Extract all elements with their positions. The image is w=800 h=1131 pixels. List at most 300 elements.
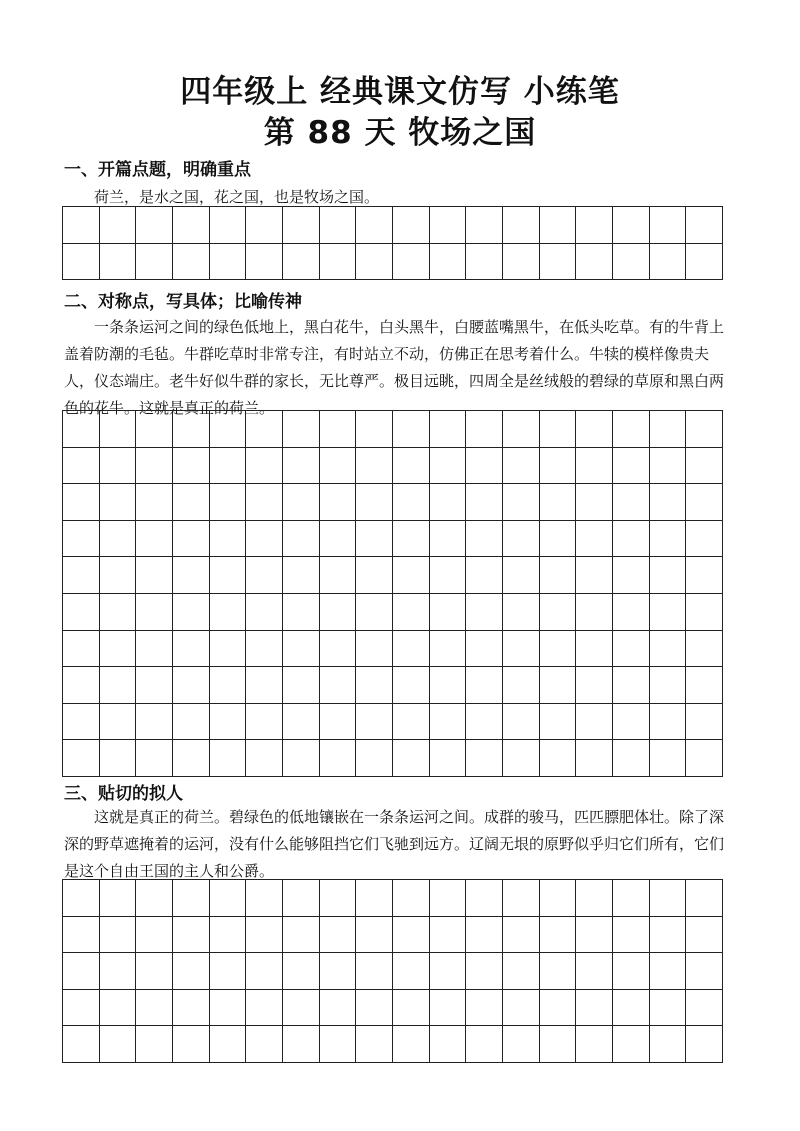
grid-cell[interactable] [63, 521, 100, 558]
grid-cell[interactable] [100, 594, 137, 631]
grid-cell[interactable] [210, 484, 247, 521]
grid-cell[interactable] [393, 990, 430, 1027]
grid-cell[interactable] [540, 953, 577, 990]
grid-cell[interactable] [100, 917, 137, 954]
grid-cell[interactable] [63, 740, 100, 777]
grid-cell[interactable] [246, 594, 283, 631]
grid-cell[interactable] [540, 557, 577, 594]
grid-cell[interactable] [173, 880, 210, 917]
grid-cell[interactable] [210, 704, 247, 741]
grid-cell[interactable] [686, 990, 723, 1027]
grid-cell[interactable] [246, 521, 283, 558]
grid-cell[interactable] [136, 244, 173, 281]
grid-cell[interactable] [246, 667, 283, 704]
grid-cell[interactable] [393, 244, 430, 281]
grid-cell[interactable] [540, 880, 577, 917]
grid-cell[interactable] [320, 704, 357, 741]
grid-cell[interactable] [173, 990, 210, 1027]
grid-cell[interactable] [173, 557, 210, 594]
grid-cell[interactable] [283, 880, 320, 917]
grid-cell[interactable] [173, 244, 210, 281]
grid-cell[interactable] [503, 244, 540, 281]
grid-cell[interactable] [100, 207, 137, 244]
grid-cell[interactable] [466, 448, 503, 485]
grid-cell[interactable] [613, 411, 650, 448]
grid-cell[interactable] [173, 521, 210, 558]
grid-cell[interactable] [466, 557, 503, 594]
grid-cell[interactable] [63, 244, 100, 281]
grid-cell[interactable] [576, 484, 613, 521]
grid-cell[interactable] [173, 411, 210, 448]
grid-cell[interactable] [356, 521, 393, 558]
grid-cell[interactable] [136, 740, 173, 777]
grid-cell[interactable] [246, 484, 283, 521]
grid-cell[interactable] [100, 484, 137, 521]
grid-cell[interactable] [283, 521, 320, 558]
grid-cell[interactable] [100, 1026, 137, 1063]
grid-cell[interactable] [356, 704, 393, 741]
grid-cell[interactable] [503, 448, 540, 485]
grid-cell[interactable] [613, 953, 650, 990]
grid-cell[interactable] [63, 990, 100, 1027]
grid-cell[interactable] [246, 880, 283, 917]
grid-cell[interactable] [613, 667, 650, 704]
grid-cell[interactable] [356, 594, 393, 631]
grid-cell[interactable] [613, 1026, 650, 1063]
grid-cell[interactable] [393, 207, 430, 244]
grid-cell[interactable] [100, 667, 137, 704]
writing-grid-1[interactable] [62, 206, 723, 280]
grid-cell[interactable] [246, 953, 283, 990]
grid-cell[interactable] [686, 667, 723, 704]
grid-cell[interactable] [503, 880, 540, 917]
grid-cell[interactable] [136, 411, 173, 448]
grid-cell[interactable] [320, 917, 357, 954]
grid-cell[interactable] [356, 207, 393, 244]
grid-cell[interactable] [320, 631, 357, 668]
grid-cell[interactable] [356, 990, 393, 1027]
grid-cell[interactable] [503, 594, 540, 631]
grid-cell[interactable] [63, 484, 100, 521]
grid-cell[interactable] [136, 557, 173, 594]
grid-cell[interactable] [283, 448, 320, 485]
grid-cell[interactable] [686, 484, 723, 521]
grid-cell[interactable] [63, 448, 100, 485]
grid-cell[interactable] [100, 411, 137, 448]
grid-cell[interactable] [686, 411, 723, 448]
grid-cell[interactable] [540, 521, 577, 558]
grid-cell[interactable] [503, 704, 540, 741]
grid-cell[interactable] [466, 953, 503, 990]
grid-cell[interactable] [613, 880, 650, 917]
grid-cell[interactable] [320, 667, 357, 704]
grid-cell[interactable] [246, 917, 283, 954]
grid-cell[interactable] [393, 1026, 430, 1063]
grid-cell[interactable] [430, 594, 467, 631]
grid-cell[interactable] [686, 631, 723, 668]
grid-cell[interactable] [356, 631, 393, 668]
grid-cell[interactable] [136, 667, 173, 704]
grid-cell[interactable] [540, 484, 577, 521]
grid-cell[interactable] [173, 207, 210, 244]
grid-cell[interactable] [210, 411, 247, 448]
grid-cell[interactable] [686, 207, 723, 244]
grid-cell[interactable] [283, 740, 320, 777]
grid-cell[interactable] [576, 953, 613, 990]
grid-cell[interactable] [283, 990, 320, 1027]
grid-cell[interactable] [210, 917, 247, 954]
grid-cell[interactable] [686, 740, 723, 777]
grid-cell[interactable] [686, 521, 723, 558]
grid-cell[interactable] [356, 557, 393, 594]
grid-cell[interactable] [210, 244, 247, 281]
grid-cell[interactable] [613, 631, 650, 668]
grid-cell[interactable] [100, 704, 137, 741]
grid-cell[interactable] [100, 557, 137, 594]
grid-cell[interactable] [283, 557, 320, 594]
grid-cell[interactable] [613, 448, 650, 485]
grid-cell[interactable] [430, 667, 467, 704]
grid-cell[interactable] [650, 411, 687, 448]
grid-cell[interactable] [100, 448, 137, 485]
grid-cell[interactable] [430, 631, 467, 668]
grid-cell[interactable] [393, 594, 430, 631]
grid-cell[interactable] [320, 521, 357, 558]
grid-cell[interactable] [576, 990, 613, 1027]
grid-cell[interactable] [320, 244, 357, 281]
grid-cell[interactable] [393, 953, 430, 990]
grid-cell[interactable] [320, 990, 357, 1027]
grid-cell[interactable] [283, 631, 320, 668]
grid-cell[interactable] [613, 244, 650, 281]
grid-cell[interactable] [466, 411, 503, 448]
grid-cell[interactable] [686, 244, 723, 281]
grid-cell[interactable] [320, 207, 357, 244]
grid-cell[interactable] [210, 557, 247, 594]
grid-cell[interactable] [540, 990, 577, 1027]
grid-cell[interactable] [136, 207, 173, 244]
grid-cell[interactable] [210, 448, 247, 485]
grid-cell[interactable] [613, 990, 650, 1027]
grid-cell[interactable] [466, 1026, 503, 1063]
grid-cell[interactable] [136, 880, 173, 917]
grid-cell[interactable] [613, 740, 650, 777]
grid-cell[interactable] [136, 521, 173, 558]
grid-cell[interactable] [540, 917, 577, 954]
grid-cell[interactable] [430, 1026, 467, 1063]
grid-cell[interactable] [246, 448, 283, 485]
grid-cell[interactable] [283, 411, 320, 448]
grid-cell[interactable] [63, 917, 100, 954]
grid-cell[interactable] [503, 631, 540, 668]
grid-cell[interactable] [650, 448, 687, 485]
grid-cell[interactable] [283, 484, 320, 521]
grid-cell[interactable] [650, 740, 687, 777]
grid-cell[interactable] [393, 557, 430, 594]
grid-cell[interactable] [503, 484, 540, 521]
grid-cell[interactable] [63, 1026, 100, 1063]
grid-cell[interactable] [136, 917, 173, 954]
grid-cell[interactable] [650, 880, 687, 917]
grid-cell[interactable] [650, 667, 687, 704]
grid-cell[interactable] [63, 667, 100, 704]
grid-cell[interactable] [136, 1026, 173, 1063]
grid-cell[interactable] [100, 740, 137, 777]
grid-cell[interactable] [466, 244, 503, 281]
grid-cell[interactable] [650, 521, 687, 558]
grid-cell[interactable] [356, 917, 393, 954]
grid-cell[interactable] [320, 411, 357, 448]
grid-cell[interactable] [283, 1026, 320, 1063]
grid-cell[interactable] [283, 953, 320, 990]
grid-cell[interactable] [100, 631, 137, 668]
grid-cell[interactable] [540, 704, 577, 741]
grid-cell[interactable] [576, 207, 613, 244]
grid-cell[interactable] [173, 1026, 210, 1063]
grid-cell[interactable] [173, 631, 210, 668]
grid-cell[interactable] [63, 594, 100, 631]
grid-cell[interactable] [356, 484, 393, 521]
grid-cell[interactable] [63, 880, 100, 917]
grid-cell[interactable] [466, 631, 503, 668]
grid-cell[interactable] [540, 411, 577, 448]
grid-cell[interactable] [393, 667, 430, 704]
grid-cell[interactable] [466, 667, 503, 704]
grid-cell[interactable] [393, 880, 430, 917]
grid-cell[interactable] [430, 880, 467, 917]
grid-cell[interactable] [503, 1026, 540, 1063]
grid-cell[interactable] [63, 207, 100, 244]
grid-cell[interactable] [466, 594, 503, 631]
grid-cell[interactable] [430, 740, 467, 777]
grid-cell[interactable] [320, 880, 357, 917]
grid-cell[interactable] [246, 557, 283, 594]
grid-cell[interactable] [466, 917, 503, 954]
grid-cell[interactable] [466, 880, 503, 917]
grid-cell[interactable] [430, 704, 467, 741]
grid-cell[interactable] [540, 244, 577, 281]
grid-cell[interactable] [173, 953, 210, 990]
grid-cell[interactable] [320, 594, 357, 631]
grid-cell[interactable] [430, 521, 467, 558]
grid-cell[interactable] [503, 521, 540, 558]
grid-cell[interactable] [686, 594, 723, 631]
grid-cell[interactable] [576, 917, 613, 954]
grid-cell[interactable] [210, 631, 247, 668]
grid-cell[interactable] [100, 953, 137, 990]
grid-cell[interactable] [576, 594, 613, 631]
grid-cell[interactable] [576, 667, 613, 704]
grid-cell[interactable] [540, 740, 577, 777]
grid-cell[interactable] [576, 557, 613, 594]
grid-cell[interactable] [613, 557, 650, 594]
grid-cell[interactable] [686, 917, 723, 954]
grid-cell[interactable] [100, 880, 137, 917]
grid-cell[interactable] [136, 704, 173, 741]
grid-cell[interactable] [320, 1026, 357, 1063]
grid-cell[interactable] [63, 557, 100, 594]
grid-cell[interactable] [686, 557, 723, 594]
grid-cell[interactable] [100, 521, 137, 558]
writing-grid-2[interactable] [62, 410, 723, 777]
grid-cell[interactable] [63, 704, 100, 741]
grid-cell[interactable] [650, 244, 687, 281]
grid-cell[interactable] [503, 207, 540, 244]
grid-cell[interactable] [540, 594, 577, 631]
grid-cell[interactable] [430, 448, 467, 485]
grid-cell[interactable] [320, 448, 357, 485]
grid-cell[interactable] [576, 521, 613, 558]
grid-cell[interactable] [613, 917, 650, 954]
grid-cell[interactable] [540, 1026, 577, 1063]
grid-cell[interactable] [393, 521, 430, 558]
grid-cell[interactable] [246, 631, 283, 668]
grid-cell[interactable] [686, 953, 723, 990]
grid-cell[interactable] [173, 704, 210, 741]
grid-cell[interactable] [100, 244, 137, 281]
grid-cell[interactable] [356, 411, 393, 448]
grid-cell[interactable] [283, 207, 320, 244]
grid-cell[interactable] [540, 631, 577, 668]
grid-cell[interactable] [576, 740, 613, 777]
grid-cell[interactable] [430, 244, 467, 281]
grid-cell[interactable] [503, 667, 540, 704]
grid-cell[interactable] [466, 521, 503, 558]
grid-cell[interactable] [246, 740, 283, 777]
grid-cell[interactable] [430, 953, 467, 990]
grid-cell[interactable] [393, 484, 430, 521]
grid-cell[interactable] [466, 704, 503, 741]
grid-cell[interactable] [613, 484, 650, 521]
grid-cell[interactable] [393, 411, 430, 448]
writing-grid-3[interactable] [62, 879, 723, 1063]
grid-cell[interactable] [173, 484, 210, 521]
grid-cell[interactable] [503, 990, 540, 1027]
grid-cell[interactable] [393, 448, 430, 485]
grid-cell[interactable] [136, 953, 173, 990]
grid-cell[interactable] [283, 244, 320, 281]
grid-cell[interactable] [686, 448, 723, 485]
grid-cell[interactable] [650, 990, 687, 1027]
grid-cell[interactable] [356, 880, 393, 917]
grid-cell[interactable] [430, 484, 467, 521]
grid-cell[interactable] [686, 880, 723, 917]
grid-cell[interactable] [613, 521, 650, 558]
grid-cell[interactable] [503, 411, 540, 448]
grid-cell[interactable] [393, 631, 430, 668]
grid-cell[interactable] [136, 631, 173, 668]
grid-cell[interactable] [466, 484, 503, 521]
grid-cell[interactable] [650, 1026, 687, 1063]
grid-cell[interactable] [540, 448, 577, 485]
grid-cell[interactable] [320, 557, 357, 594]
grid-cell[interactable] [576, 411, 613, 448]
grid-cell[interactable] [650, 631, 687, 668]
grid-cell[interactable] [320, 953, 357, 990]
grid-cell[interactable] [136, 484, 173, 521]
grid-cell[interactable] [356, 667, 393, 704]
grid-cell[interactable] [576, 1026, 613, 1063]
grid-cell[interactable] [63, 631, 100, 668]
grid-cell[interactable] [576, 244, 613, 281]
grid-cell[interactable] [686, 1026, 723, 1063]
grid-cell[interactable] [283, 704, 320, 741]
grid-cell[interactable] [430, 411, 467, 448]
grid-cell[interactable] [173, 667, 210, 704]
grid-cell[interactable] [173, 740, 210, 777]
grid-cell[interactable] [650, 207, 687, 244]
grid-cell[interactable] [210, 990, 247, 1027]
grid-cell[interactable] [210, 521, 247, 558]
grid-cell[interactable] [356, 448, 393, 485]
grid-cell[interactable] [466, 740, 503, 777]
grid-cell[interactable] [283, 917, 320, 954]
grid-cell[interactable] [320, 740, 357, 777]
grid-cell[interactable] [576, 448, 613, 485]
grid-cell[interactable] [650, 953, 687, 990]
grid-cell[interactable] [613, 207, 650, 244]
grid-cell[interactable] [246, 244, 283, 281]
grid-cell[interactable] [393, 740, 430, 777]
grid-cell[interactable] [356, 1026, 393, 1063]
grid-cell[interactable] [246, 704, 283, 741]
grid-cell[interactable] [393, 704, 430, 741]
grid-cell[interactable] [430, 557, 467, 594]
grid-cell[interactable] [650, 594, 687, 631]
grid-cell[interactable] [686, 704, 723, 741]
grid-cell[interactable] [613, 594, 650, 631]
grid-cell[interactable] [613, 704, 650, 741]
grid-cell[interactable] [210, 880, 247, 917]
grid-cell[interactable] [503, 917, 540, 954]
grid-cell[interactable] [246, 207, 283, 244]
grid-cell[interactable] [136, 990, 173, 1027]
grid-cell[interactable] [356, 953, 393, 990]
grid-cell[interactable] [210, 740, 247, 777]
grid-cell[interactable] [650, 484, 687, 521]
grid-cell[interactable] [246, 990, 283, 1027]
grid-cell[interactable] [246, 1026, 283, 1063]
grid-cell[interactable] [503, 557, 540, 594]
grid-cell[interactable] [576, 631, 613, 668]
grid-cell[interactable] [173, 594, 210, 631]
grid-cell[interactable] [356, 740, 393, 777]
grid-cell[interactable] [650, 704, 687, 741]
grid-cell[interactable] [503, 740, 540, 777]
grid-cell[interactable] [393, 917, 430, 954]
grid-cell[interactable] [210, 594, 247, 631]
grid-cell[interactable] [540, 667, 577, 704]
grid-cell[interactable] [466, 990, 503, 1027]
grid-cell[interactable] [63, 411, 100, 448]
grid-cell[interactable] [173, 448, 210, 485]
grid-cell[interactable] [650, 557, 687, 594]
grid-cell[interactable] [466, 207, 503, 244]
grid-cell[interactable] [283, 594, 320, 631]
grid-cell[interactable] [173, 917, 210, 954]
grid-cell[interactable] [540, 207, 577, 244]
grid-cell[interactable] [283, 667, 320, 704]
grid-cell[interactable] [430, 917, 467, 954]
grid-cell[interactable] [210, 1026, 247, 1063]
grid-cell[interactable] [246, 411, 283, 448]
grid-cell[interactable] [63, 953, 100, 990]
grid-cell[interactable] [430, 207, 467, 244]
grid-cell[interactable] [356, 244, 393, 281]
grid-cell[interactable] [430, 990, 467, 1027]
grid-cell[interactable] [136, 594, 173, 631]
grid-cell[interactable] [576, 880, 613, 917]
